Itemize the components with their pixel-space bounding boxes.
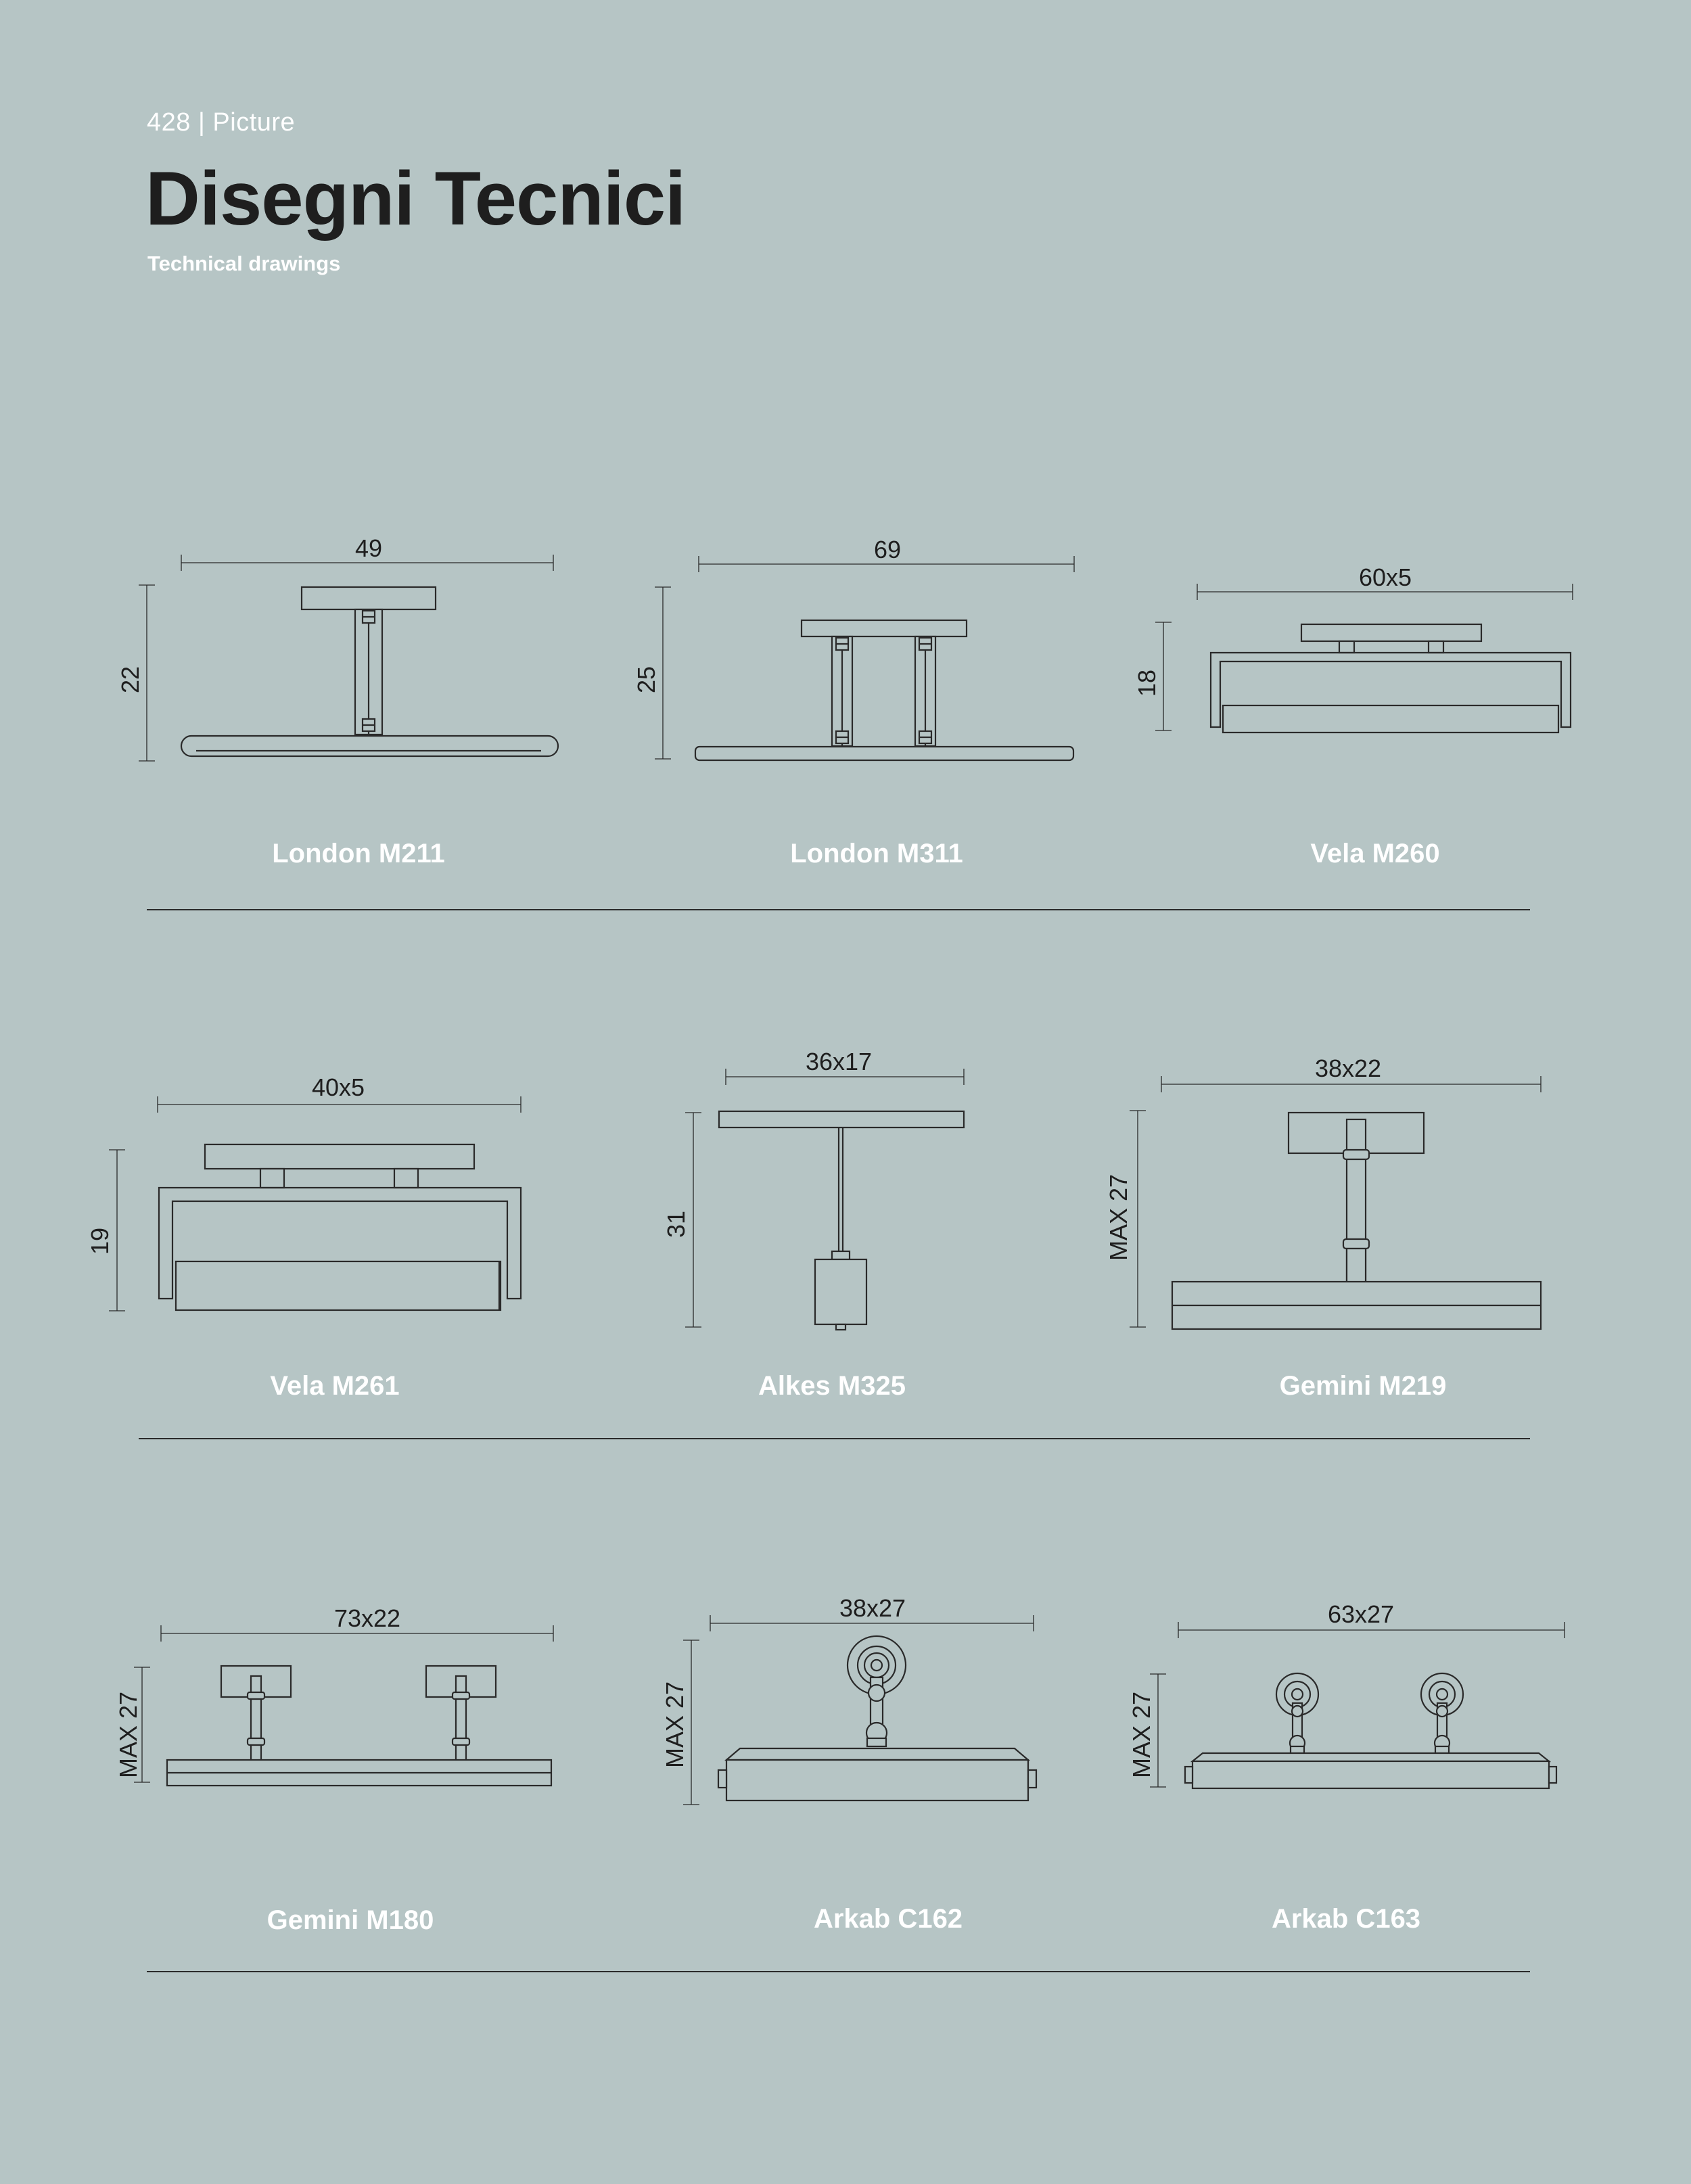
height-label: 22 xyxy=(116,666,144,694)
width-dimension xyxy=(158,1073,521,1113)
height-label: 25 xyxy=(632,666,660,694)
section-name: Picture xyxy=(212,108,296,137)
page-title: Disegni Tecnici xyxy=(145,156,686,241)
page-number: 428 xyxy=(147,108,191,137)
width-label: 36x17 xyxy=(805,1048,873,1075)
gemini-m180-drawing xyxy=(114,1604,553,1786)
width-label: 49 xyxy=(354,534,383,562)
width-dimension xyxy=(699,536,1074,572)
london-m311-drawing xyxy=(632,536,1074,760)
width-label: 38x22 xyxy=(1314,1054,1382,1082)
height-label: MAX 27 xyxy=(114,1691,142,1779)
width-dimension xyxy=(161,1604,553,1642)
height-dimension xyxy=(116,585,155,761)
folio-separator: | xyxy=(198,108,206,137)
width-label: 60x5 xyxy=(1358,563,1412,591)
width-label: 38x27 xyxy=(839,1594,906,1622)
height-dimension xyxy=(661,1640,699,1805)
height-dimension xyxy=(1128,1674,1166,1787)
height-dimension xyxy=(114,1667,150,1782)
height-dimension xyxy=(632,587,671,759)
product-name-arkab-c162: Arkab C162 xyxy=(813,1904,963,1934)
arkab-c162-drawing xyxy=(661,1594,1036,1805)
product-name-vela-m261: Vela M261 xyxy=(270,1371,400,1401)
width-label: 40x5 xyxy=(311,1073,365,1101)
height-dimension xyxy=(662,1113,701,1327)
width-label: 73x22 xyxy=(333,1604,401,1632)
width-label: 63x27 xyxy=(1327,1600,1395,1628)
height-dimension xyxy=(86,1150,125,1311)
product-name-alkes-m325: Alkes M325 xyxy=(758,1371,906,1401)
width-dimension xyxy=(726,1048,964,1085)
vela-m260-drawing xyxy=(1133,563,1573,733)
width-dimension xyxy=(1197,563,1573,600)
height-dimension xyxy=(1105,1111,1146,1327)
height-label: 19 xyxy=(86,1227,114,1255)
page-subtitle: Technical drawings xyxy=(147,252,341,275)
height-dimension xyxy=(1133,622,1172,730)
product-name-gemini-m219: Gemini M219 xyxy=(1279,1371,1447,1401)
product-name-vela-m260: Vela M260 xyxy=(1310,839,1440,868)
width-dimension xyxy=(1178,1600,1565,1638)
width-dimension xyxy=(710,1594,1034,1631)
width-dimension xyxy=(181,534,553,571)
product-name-gemini-m180: Gemini M180 xyxy=(267,1905,434,1935)
height-label: MAX 27 xyxy=(661,1681,689,1769)
product-name-london-m311: London M311 xyxy=(790,839,963,868)
product-name-arkab-c163: Arkab C163 xyxy=(1271,1904,1421,1934)
alkes-m325-drawing xyxy=(662,1048,964,1330)
height-label: 18 xyxy=(1133,669,1161,697)
gemini-m219-drawing xyxy=(1105,1054,1541,1329)
height-label: MAX 27 xyxy=(1105,1174,1132,1261)
width-dimension xyxy=(1161,1054,1541,1092)
height-label: 31 xyxy=(662,1210,690,1238)
arkab-c163-drawing xyxy=(1128,1600,1565,1788)
width-label: 69 xyxy=(873,536,902,563)
product-name-london-m211: London M211 xyxy=(272,839,445,868)
vela-m261-drawing xyxy=(86,1073,521,1311)
london-m211-drawing xyxy=(116,534,558,761)
height-label: MAX 27 xyxy=(1128,1691,1155,1779)
